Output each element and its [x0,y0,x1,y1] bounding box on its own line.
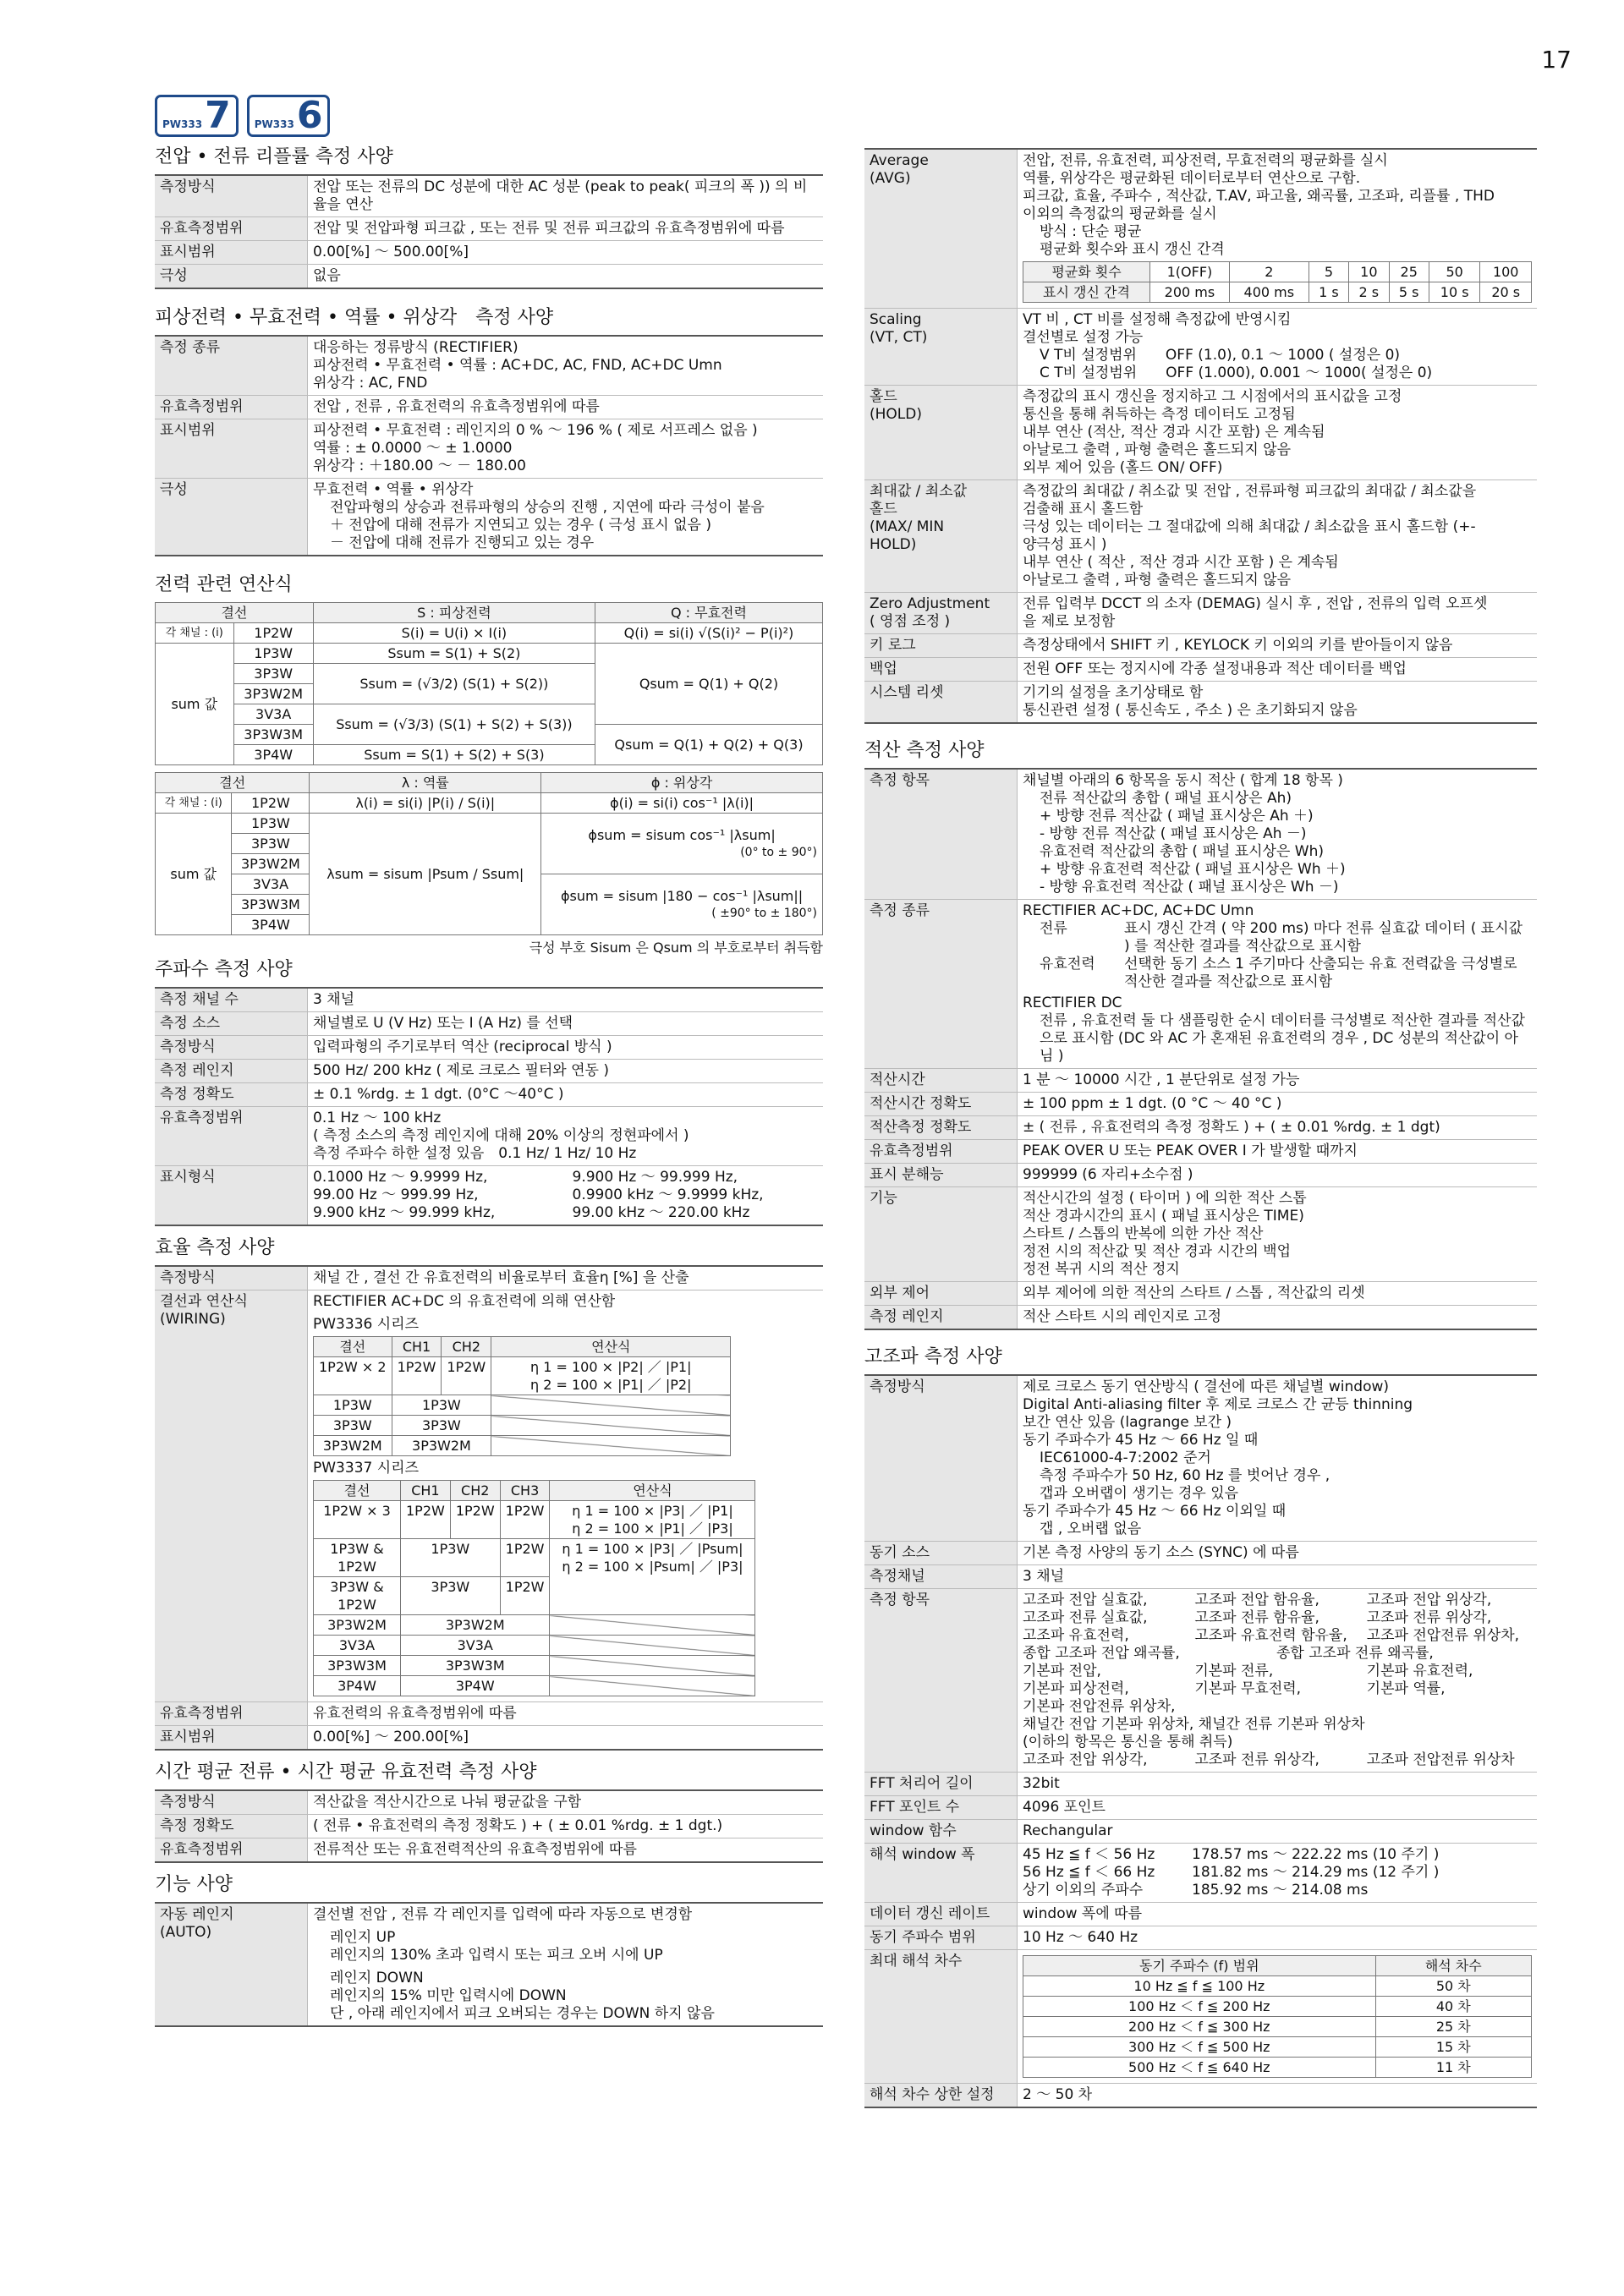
table-row: 측정 종류 대응하는 정류방식 (RECTIFIER) 피상전력 • 무효전력 • 역률 : AC+DC, AC, FND, AC+DC Umn 위상각 : AC, FND [155,336,823,396]
table-row: 키 로그 측정상태에서 SHIFT 키 , KEYLOCK 키 이외의 키를 받아들이지 않음 [864,634,1537,658]
table-row: 측정채널 3 채널 [864,1565,1537,1589]
model-logos [155,95,330,137]
table-row: 홀드 (HOLD) 측정값의 표시 갱신을 정지하고 그 시점에서의 표시값을 고정 통신을 통해 취득하는 측정 데이터도 고정됨 내부 연산 (적산, 적산 경과 시간 포함) 은 계속됨 아날로그 출력 , 파형 출력은 홀드되지 않음 외부 제어 있음 (홀드 ON/ OFF) [864,386,1537,480]
table-row: 유효측정범위 PEAK OVER U 또는 PEAK OVER I 가 발생할 때까지 [864,1140,1537,1164]
table-row: 측정 채널 수 3 채널 [155,988,823,1012]
table-row: 시스템 리셋 기기의 설정을 초기상태로 함 통신관련 설정 ( 통신속도 , 주소 ) 은 초기화되지 않음 [864,682,1537,724]
table-row: 백업 전원 OFF 또는 정지시에 각종 설정내용과 적산 데이터를 백업 [864,658,1537,682]
efficiency-table [155,1265,823,1751]
table-row: 유효측정범위 0.1 Hz ～ 100 kHz ( 측정 소스의 측정 레인지에 대해 20% 이상의 정현파에서 ) 측정 주파수 하한 설정 있음 0.1 Hz/ 1 Hz/ 10 Hz [155,1107,823,1166]
table-row: 해석 window 폭 45 Hz ≦ f ＜ 56 Hz 178.57 ms ～ 222.22 ms (10 주기 ) 56 Hz ≦ f ＜ 66 Hz 181.82 ms ～ 214.29 ms (12 주기 ) 상기 이외의 주파수 185.92 ms ～ 214.08 ms [864,1844,1537,1903]
table-row: FFT 처리어 길이 32bit [864,1773,1537,1796]
table-row: 적산시간 정확도 ± 100 ppm ± 1 dgt. (0 °C ～ 40 °C ) [864,1093,1537,1116]
section-title-func: 기능 사양 [155,1874,233,1895]
table-row: 최대 해석 차수 동기 주파수 (f) 범위 해석 차수 10 Hz ≦ f ≦ 100 Hz 50 차 100 Hz ＜ f ≦ 200 Hz 40 차 200 Hz ＜ f ≦ 300 Hz 25 차 300 Hz ＜ f ≦ 500 Hz 15 차 500 Hz ＜ f ≦ 640 Hz 11 차 [864,1950,1537,2084]
table-row: 측정방식 제로 크로스 동기 연산방식 ( 결선에 따른 채널별 window) Digital Anti-aliasing filter 후 제로 크로스 간 균등 thinning 보간 연산 있음 (lagrange 보간 ) 동기 주파수가 45 Hz ～ 66 Hz 일 때 IEC61000-4-7:2002 준거 측정 주파수가 50 Hz, 60 Hz 를 벗어난 경우 , 갭과 오버랩이 생기는 경우 있음 동기 주파수가 45 Hz ～ 66 Hz 이외일 때 갭 , 오버랩 없음 [864,1375,1537,1542]
table-row: 극성 없음 [155,265,823,289]
table-row: 측정 소스 채널별로 U (V Hz) 또는 I (A Hz) 를 선택 [155,1012,823,1036]
table-row: 측정 정확도 ± 0.1 %rdg. ± 1 dgt. (0°C ～40°C ) [155,1083,823,1107]
table-row: 동기 소스 기본 측정 사양의 동기 소스 (SYNC) 에 따름 [864,1542,1537,1565]
section-title-harm: 고조파 측정 사양 [864,1346,1002,1367]
table-row: 측정 레인지 500 Hz/ 200 kHz ( 제로 크로스 필터와 연동 ) [155,1060,823,1083]
func-table [155,1902,823,2027]
table-row: 데이터 갱신 레이트 window 폭에 따름 [864,1903,1537,1926]
section-title-apparent: 피상전력 • 무효전력 • 역률 • 위상각 측정 사양 [155,307,554,328]
table-row: Zero Adjustment ( 영점 조정 ) 전류 입력부 DCCT 의 소자 (DEMAG) 실시 후 , 전압 , 전류의 입력 오프셋 을 제로 보정함 [864,593,1537,634]
table-row: Average (AVG) 전압, 전류, 유효전력, 피상전력, 무효전력의 평균화를 실시 역률, 위상각은 평균화된 데이터로부터 연산으로 구함. 피크값, 효율, 주파수 , 적산값, T.AV, 파고율, 왜곡률, 고조파, 리플률 , THD 이외의 측정값의 평균화를 실시 방식 : 단순 평균 평균화 횟수와 표시 갱신 간격 평균화 횟수 1(OFF) 2 5 10 25 50 100 표시 갱신 간격 200 ms 400 ms 1 s 2 s 5 s 10 s 20 s [864,149,1537,309]
table-row: 기능 적산시간의 설정 ( 타이머 ) 에 의한 적산 스톱 적산 경과시간의 표시 ( 패널 표시상은 TIME) 스타트 / 스톱의 반복에 의한 가산 적산 정전 시의 적산값 및 적산 경과 시간의 백업 정전 복귀 시의 적산 정지 [864,1187,1537,1282]
table-row: 유효측정범위 유효전력의 유효측정범위에 따름 [155,1702,823,1726]
page-number: 17 [1541,46,1572,74]
table-row: 측정방식 적산값을 적산시간으로 나눠 평균값을 구함 [155,1790,823,1815]
table-row: 표시형식 0.1000 Hz ～ 9.9999 Hz, 9.900 Hz ～ 99.999 Hz, 99.00 Hz ～ 999.99 Hz, 0.9900 kHz ～ 9.9999 kHz, 9.900 kHz ～ 99.999 kHz, 99.00 kHz ～ 220.00 kHz [155,1166,823,1226]
formula-table-lp: 결선 λ : 역률 ϕ : 위상각 각 채널 : (i) 1P2W λ(i) = si(i) |P(i) / S(i)| ϕ(i) = si(i) cos⁻¹ |λ(i)| sum 값 1P3W λsum = sisum |Psum / Ssum| ϕsum = sisum cos⁻¹ |λsum| (0° to ± 90°) 3P3W 3P3W2M 3V3A ϕsum = sisum |180 − cos⁻¹ |λsum|| ( ±90° to ± 180°) 3P3W3M 3P4W [155,772,823,935]
section-title-timeavg: 시간 평균 전류 • 시간 평균 유효전력 측정 사양 [155,1762,537,1783]
right-column [864,148,1537,2108]
table-row: 측정방식 입력파형의 주기로부터 역산 (reciprocal 방식 ) [155,1036,823,1060]
table-row: 동기 주파수 범위 10 Hz ～ 640 Hz [864,1926,1537,1950]
table-row: 유효측정범위 전압 , 전류 , 유효전력의 유효측정범위에 따름 [155,396,823,419]
pw3337-table: 결선 CH1 CH2 CH3 연산식 1P2W × 3 1P2W 1P2W 1P2W η 1 = 100 × |P3| ／ |P1| η 2 = 100 × |P1| ／ |P3| 1P3W & 1P2W 1P3W 1P2W η 1 = 100 × |P3| ／ |Psum| η 2 = 100 × |Psum| ／ |P3| 3P3W & 1P2W 3P3W 1P2W 3P3W2M 3P3W2M 3V3A 3V3A 3P3W3M 3P3W3M 3P4W 3P4W [313,1480,755,1696]
ripple-table [155,174,823,289]
section-title-integ: 적산 측정 사양 [864,740,985,761]
formula-table-sq: 결선 S : 피상전력 Q : 무효전력 각 채널 : (i) 1P2W S(i) = U(i) × I(i) Q(i) = si(i) √(S(i)² − P(i)²) sum 값 1P3W Ssum = S(1) + S(2) Qsum = Q(1) + Q(2) 3P3W Ssum = (√3/2) (S(1) + S(2)) 3P3W2M 3V3A Ssum = (√3/3) (S(1) + S(2) + S(3)) 3P3W3M Qsum = Q(1) + Q(2) + Q(3) 3P4W Ssum = S(1) + S(2) + S(3) [155,602,823,765]
table-row: 결선과 연산식 (WIRING) RECTIFIER AC+DC 의 유효전력에 의해 연산함 PW3336 시리즈 결선 CH1 CH2 연산식 1P2W × 2 1P2W 1P2W η 1 = 100 × |P2| ／ |P1| η 2 = 100 × |P1| ／ |P2| 1P3W 1P3W 3P3W 3P3W 3P3W2M 3P3W2M PW3337 시리즈 결선 CH1 CH2 CH3 연산식 1P2W × 3 1P2W 1P2W 1P2W η 1 = 100 × |P3| ／ |P1| η 2 = 100 × |P1| ／ |P3| 1P3W & 1P2W 1P3W 1P2W η 1 = 100 × |P3| ／ |Psum| η 2 = 100 × |Psum| ／ |P3| 3P3W & 1P2W 3P3W 1P2W 3P3W2M 3P3W2M 3V3A 3V3A 3P3W3M 3P3W3M 3P4W 3P4W [155,1290,823,1702]
table-row: 측정 레인지 적산 스타트 시의 레인지로 고정 [864,1306,1537,1330]
table-row: 측정 항목 고조파 전압 실효값, 고조파 전압 함유율, 고조파 전압 위상각, 고조파 전류 실효값, 고조파 전류 함유율, 고조파 전류 위상각, 고조파 유효전력, 고조파 유효전력 함유율, 고조파 전압전류 위상차, 종합 고조파 전압 왜곡률, 종합 고조파 전류 왜곡률, 기본파 전압, 기본파 전류, 기본파 유효전력, 기본파 피상전력, 기본파 무효전력, 기본파 역률, 기본파 전압전류 위상차, 채널간 전압 기본파 위상차, 채널간 전류 기본파 위상차 (이하의 항목은 통신을 통해 취득) 고조파 전압 위상각, 고조파 전류 위상각, 고조파 전압전류 위상차 [864,1589,1537,1773]
table-row: 극성 무효전력 • 역률 • 위상각 전압파형의 상승과 전류파형의 상승의 진행 , 지연에 따라 극성이 붙음 ＋ 전압에 대해 전류가 지연되고 있는 경우 ( 극성 표시 없음 ) － 전압에 대해 전류가 진행되고 있는 경우 [155,479,823,556]
apparent-table [155,335,823,556]
table-row: 측정방식 채널 간 , 결선 간 유효전력의 비율로부터 효율η [%] 을 산출 [155,1266,823,1290]
timeavg-table [155,1789,823,1863]
table-row: 해석 차수 상한 설정 2 ～ 50 차 [864,2084,1537,2108]
table-row: 측정방식 전압 또는 전류의 DC 성분에 대한 AC 성분 (peak to peak( 피크의 폭 )) 의 비율을 연산 [155,175,823,217]
table-row: 표시범위 0.00[%] ～ 200.00[%] [155,1726,823,1751]
logo-pw3336: PW333 6 [247,95,331,137]
function-spec-table [864,148,1537,724]
table-row: 외부 제어 외부 제어에 의한 적산의 스타트 / 스톱 , 적산값의 리셋 [864,1282,1537,1306]
harm-table [864,1374,1537,2108]
formula-note: 극성 부호 Sisum 은 Qsum 의 부호로부터 취득함 [529,940,823,956]
table-row: 자동 레인지 (AUTO) 결선별 전압 , 전류 각 레인지를 입력에 따라 자동으로 변경함 레인지 UP 레인지의 130% 초과 입력시 또는 피크 오버 시에 UP 레인지 DOWN 레인지의 15% 미만 입력시에 DOWN 단 , 아래 레인지에서 피크 오버되는 경우는 DOWN 하지 않음 [155,1903,823,2026]
table-row: 적산측정 정확도 ± ( 전류 , 유효전력의 측정 정확도 ) + ( ± 0.01 %rdg. ± 1 dgt) [864,1116,1537,1140]
table-row: 유효측정범위 전압 및 전압파형 피크값 , 또는 전류 및 전류 피크값의 유효측정범위에 따름 [155,217,823,241]
logo-pw3337: PW333 7 [155,95,239,137]
table-row: 측정 정확도 ( 전류 • 유효전력의 측정 정확도 ) + ( ± 0.01 %rdg. ± 1 dgt.) [155,1815,823,1838]
avg-table: 평균화 횟수 1(OFF) 2 5 10 25 50 100 표시 갱신 간격 200 ms 400 ms 1 s 2 s 5 s 10 s 20 s [1023,261,1532,303]
section-title-freq: 주파수 측정 사양 [155,959,293,980]
freq-table [155,987,823,1226]
section-title-formula: 전력 관련 연산식 [155,574,293,595]
left-column [155,135,823,2027]
table-row: FFT 포인트 수 4096 포인트 [864,1796,1537,1820]
table-row: window 함수 Rechangular [864,1820,1537,1844]
pw3336-table: 결선 CH1 CH2 연산식 1P2W × 2 1P2W 1P2W η 1 = 100 × |P2| ／ |P1| η 2 = 100 × |P1| ／ |P2| 1P3W 1P3W 3P3W 3P3W 3P3W2M 3P3W2M [313,1336,731,1456]
integ-table [864,768,1537,1330]
section-title-efficiency: 효율 측정 사양 [155,1237,275,1258]
table-row: Scaling (VT, CT) VT 비 , CT 비를 설정해 측정값에 반영시킴 결선별로 설정 가능 V T비 설정범위 OFF (1.0), 0.1 ～ 1000 ( 설정은 0) C T비 설정범위 OFF (1.000), 0.001 ～ 1000( 설정은 0) [864,309,1537,386]
table-row: 표시범위 0.00[%] ～ 500.00[%] [155,241,823,265]
max-order-table: 동기 주파수 (f) 범위 해석 차수 10 Hz ≦ f ≦ 100 Hz 50 차 100 Hz ＜ f ≦ 200 Hz 40 차 200 Hz ＜ f ≦ 300 Hz 25 차 300 Hz ＜ f ≦ 500 Hz 15 차 500 Hz ＜ f ≦ 640 Hz 11 차 [1023,1955,1532,2078]
table-row: 적산시간 1 분 ～ 10000 시간 , 1 분단위로 설정 가능 [864,1069,1537,1093]
section-title-ripple: 전압 • 전류 리플률 측정 사양 [155,146,393,167]
table-row: 측정 항목 채널별 아래의 6 항목을 동시 적산 ( 합계 18 항목 ) 전류 적산값의 총합 ( 패널 표시상은 Ah) + 방향 전류 적산값 ( 패널 표시상은 Ah ＋) - 방향 전류 적산값 ( 패널 표시상은 Ah －) 유효전력 적산값의 총합 ( 패널 표시상은 Wh) + 방향 유효전력 적산값 ( 패널 표시상은 Wh ＋) - 방향 유효전력 적산값 ( 패널 표시상은 Wh －) [864,769,1537,900]
table-row: 표시범위 피상전력 • 무효전력 : 레인지의 0 % ～ 196 % ( 제로 서프레스 없음 ) 역률 : ± 0.0000 ～ ± 1.0000 위상각 : ＋180.00 ～ － 180.00 [155,419,823,479]
table-row: 측정 종류 RECTIFIER AC+DC, AC+DC Umn 전류 표시 갱신 간격 ( 약 200 ms) 마다 전류 실효값 데이터 ( 표시값 ) 를 적산한 결과를 적산값으로 표시함 유효전력 선택한 동기 소스 1 주기마다 산출되는 유효 전력값을 극성별로 적산한 결과를 적산값으로 표시함 RECTIFIER DC 전류 , 유효전력 둘 다 샘플링한 순시 데이터를 극성별로 적산한 결과를 적산값으로 표시함 (DC 와 AC 가 혼재된 유효전력의 경우 , DC 성분의 적산값이 아님 ) [864,900,1537,1069]
table-row: 유효측정범위 전류적산 또는 유효전력적산의 유효측정범위에 따름 [155,1838,823,1863]
table-row: 표시 분해능 999999 (6 자리+소수점 ) [864,1164,1537,1187]
table-row: 최대값 / 최소값 홀드 (MAX/ MIN HOLD) 측정값의 최대값 / 취소값 및 전압 , 전류파형 피크값의 최대값 / 최소값을 검출해 표시 홀드함 극성 있는 데이터는 그 절대값에 의해 최대값 / 최소값을 표시 홀드함 (+- 양극성 표시 ) 내부 연산 ( 적산 , 적산 경과 시간 포함 ) 은 계속됨 아날로그 출력 , 파형 출력은 홀드되지 않음 [864,480,1537,593]
